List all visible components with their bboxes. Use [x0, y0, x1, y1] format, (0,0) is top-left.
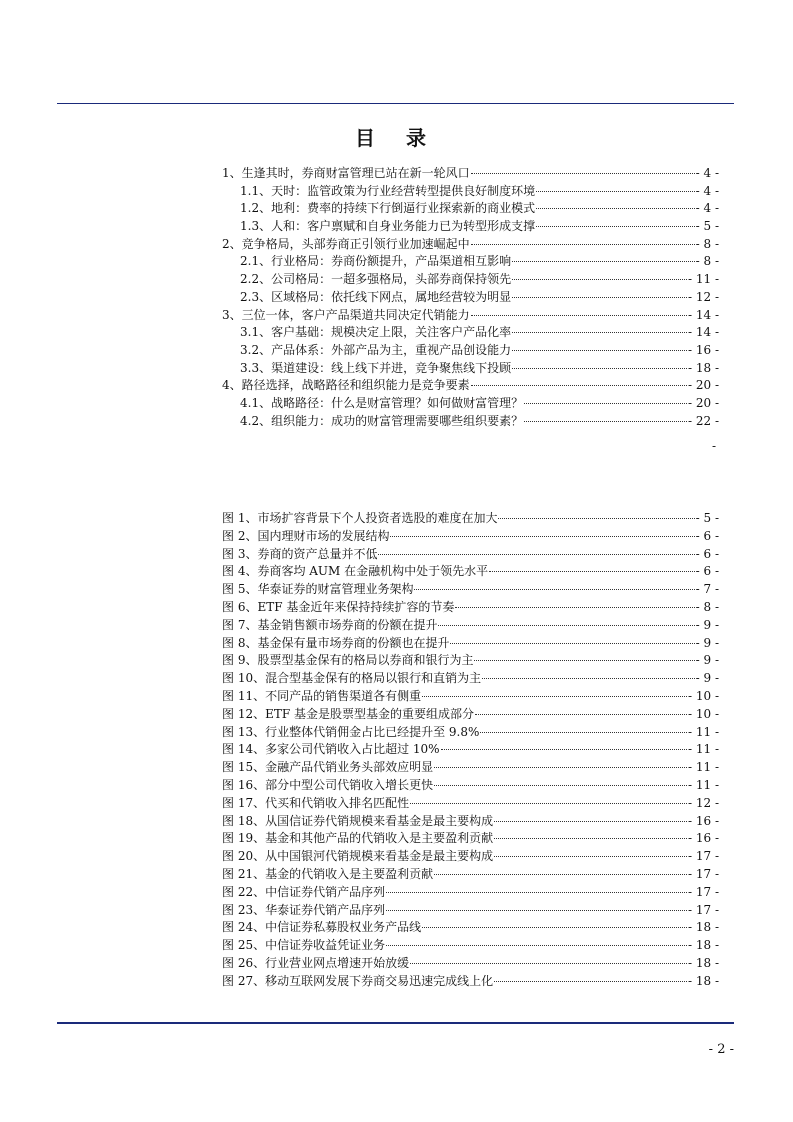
entry-page: - 9 -	[695, 671, 719, 686]
figure-entry[interactable]	[222, 970, 719, 988]
entry-title: 图 11、不同产品的销售渠道各有侧重	[222, 688, 422, 703]
entry-page: - 18 -	[687, 955, 719, 970]
dot-leader	[512, 318, 687, 333]
entry-page: - 11 -	[687, 724, 719, 739]
entry-page: - 12 -	[687, 289, 719, 304]
entry-page: - 6 -	[695, 546, 719, 561]
entry-page: - 18 -	[687, 920, 719, 935]
entry-title: 2、竞争格局，头部券商正引领行业加速崛起中	[222, 236, 470, 251]
dot-leader	[410, 949, 687, 964]
dot-leader	[386, 931, 687, 946]
entry-title: 1.1、天时：监管政策为行业经营转型提供良好制度环境	[240, 183, 536, 198]
header-rule	[57, 103, 734, 104]
dot-leader	[471, 159, 695, 174]
entry-page: - 4 -	[695, 166, 719, 180]
dot-leader	[512, 247, 695, 262]
toc-entry[interactable]	[222, 410, 719, 428]
dot-leader	[471, 230, 695, 245]
entry-page: - 14 -	[687, 325, 719, 340]
entry-title: 2.2、公司格局：一超多强格局，头部券商保持领先	[240, 272, 512, 287]
dot-leader	[494, 807, 687, 822]
entry-page: - 5 -	[695, 511, 719, 525]
entry-page: - 9 -	[695, 653, 719, 668]
dot-leader	[524, 389, 687, 404]
entry-page: - 18 -	[687, 938, 719, 953]
entry-page: - 22 -	[687, 413, 719, 428]
entry-title: 图 10、混合型基金保有的格局以银行和直销为主	[222, 671, 482, 686]
entry-title: 图 9、股票型基金保有的格局以券商和银行为主	[222, 653, 474, 668]
entry-title: 3.1、客户基础：规模决定上限，关注客户产品化率	[240, 325, 512, 340]
entry-page: - 20 -	[687, 395, 719, 410]
dot-leader	[414, 575, 694, 590]
entry-page: - 11 -	[687, 272, 719, 287]
entry-title: 2.3、区域格局：依托线下网点，属地经营较为明显	[240, 289, 512, 304]
entry-title: 图 5、华泰证券的财富管理业务架构	[222, 582, 414, 597]
entry-title: 1.3、人和：客户禀赋和自身业务能力已为转型形成支撑	[240, 219, 536, 234]
dot-leader	[512, 265, 687, 280]
dot-leader	[455, 593, 694, 608]
entry-page: - 9 -	[695, 635, 719, 650]
dot-leader	[471, 301, 687, 316]
dot-leader	[386, 896, 687, 911]
entry-page: - 10 -	[687, 688, 719, 703]
dot-leader	[386, 878, 687, 893]
entry-title: 图 14、多家公司代销收入占比超过 10%	[222, 742, 440, 757]
entry-title: 图 4、券商客均 AUM 在金融机构中处于领先水平	[222, 564, 489, 579]
entry-title: 图 8、基金保有量市场券商的份额也在提升	[222, 635, 450, 650]
dot-leader	[512, 354, 687, 369]
dot-leader	[438, 611, 694, 626]
entry-title: 4、路径选择，战略路径和组织能力是竞争要素	[222, 378, 470, 393]
entry-page: - 18 -	[687, 973, 719, 988]
dot-leader	[494, 967, 687, 982]
entry-page: - 4 -	[695, 201, 719, 216]
entry-title: 图 13、行业整体代销佣金占比已经提升至 9.8%	[222, 724, 480, 739]
entry-title: 图 7、基金销售额市场券商的份额在提升	[222, 617, 438, 632]
page-number: - 2 -	[708, 1042, 734, 1057]
entry-page: - 7 -	[695, 582, 719, 597]
entry-title: 图 1、市场扩容背景下个人投资者选股的难度在加大	[222, 511, 498, 525]
entry-page: - 5 -	[695, 219, 719, 234]
dot-leader	[434, 860, 687, 875]
entry-title: 图 12、ETF 基金是股票型基金的重要组成部分	[222, 706, 474, 721]
dot-leader	[475, 700, 687, 715]
entry-page: - 8 -	[695, 236, 719, 251]
entry-page: - 17 -	[687, 902, 719, 917]
dot-leader	[498, 504, 694, 519]
entry-page: - 20 -	[687, 378, 719, 393]
dot-leader	[536, 177, 695, 192]
entry-page: - 12 -	[687, 795, 719, 810]
entry-page: - 9 -	[695, 617, 719, 632]
entry-page: - 17 -	[687, 884, 719, 899]
dot-leader	[410, 789, 687, 804]
entry-page: - 16 -	[687, 831, 719, 846]
dot-leader	[536, 194, 695, 209]
dot-leader	[450, 629, 694, 644]
dot-leader	[434, 753, 687, 768]
entry-title: 图 16、部分中型公司代销收入增长更快	[222, 777, 434, 792]
dot-leader	[512, 336, 687, 351]
entry-page: - 18 -	[687, 360, 719, 375]
table-of-contents	[222, 162, 719, 427]
dot-leader	[474, 646, 694, 661]
entry-page: - 16 -	[687, 813, 719, 828]
entry-title: 图 21、基金的代销收入是主要盈利贡献	[222, 866, 434, 881]
entry-title: 1.2、地利：费率的持续下行倒逼行业探索新的商业模式	[240, 201, 536, 216]
entry-title: 图 22、中信证券代销产品序列	[222, 884, 386, 899]
entry-title: 图 25、中信证券收益凭证业务	[222, 938, 386, 953]
entry-title: 4.2、组织能力：成功的财富管理需要哪些组织要素？	[240, 413, 524, 428]
entry-title: 图 19、基金和其他产品的代销收入是主要盈利贡献	[222, 831, 494, 846]
entry-title: 图 18、从国信证券代销规模来看基金是最主要构成	[222, 813, 494, 828]
list-of-figures	[222, 507, 719, 988]
dot-leader	[471, 371, 687, 386]
entry-page: - 8 -	[695, 599, 719, 614]
page-dash: -	[712, 439, 717, 453]
entry-page: - 17 -	[687, 866, 719, 881]
entry-title: 图 3、券商的资产总量并不低	[222, 546, 378, 561]
entry-page: - 10 -	[687, 706, 719, 721]
dot-leader	[524, 407, 687, 422]
entry-title: 3、三位一体，客户产品渠道共同决定代销能力	[222, 307, 470, 322]
dot-leader	[536, 212, 695, 227]
dot-leader	[441, 735, 687, 750]
entry-page: - 17 -	[687, 849, 719, 864]
dot-leader	[390, 522, 694, 537]
entry-page: - 8 -	[695, 254, 719, 269]
entry-title: 图 17、代买和代销收入排名匹配性	[222, 795, 410, 810]
entry-title: 图 2、国内理财市场的发展结构	[222, 528, 390, 543]
dot-leader	[480, 718, 687, 733]
entry-title: 3.3、渠道建设：线上线下并进，竞争聚焦线下投顾	[240, 360, 512, 375]
entry-title: 2.1、行业格局：券商份额提升，产品渠道相互影响	[240, 254, 512, 269]
toc-title: 目 录	[355, 126, 438, 150]
dot-leader	[489, 557, 694, 572]
dot-leader	[422, 913, 687, 928]
entry-page: - 11 -	[687, 760, 719, 775]
dot-leader	[434, 771, 687, 786]
entry-title: 3.2、产品体系：外部产品为主，重视产品创设能力	[240, 342, 512, 357]
dot-leader	[494, 842, 687, 857]
entry-page: - 11 -	[687, 742, 719, 757]
dot-leader	[378, 540, 694, 555]
dot-leader	[482, 664, 695, 679]
entry-title: 图 26、行业营业网点增速开始放缓	[222, 955, 410, 970]
entry-title: 4.1、战略路径：什么是财富管理？如何做财富管理？	[240, 395, 524, 410]
entry-title: 图 15、金融产品代销业务头部效应明显	[222, 760, 434, 775]
entry-page: - 6 -	[695, 528, 719, 543]
entry-title: 图 23、华泰证券代销产品序列	[222, 902, 386, 917]
entry-page: - 4 -	[695, 183, 719, 198]
entry-title: 图 24、中信证券私募股权业务产品线	[222, 920, 422, 935]
entry-title: 1、生逢其时，券商财富管理已站在新一轮风口	[222, 166, 470, 180]
entry-title: 图 6、ETF 基金近年来保持持续扩容的节奏	[222, 599, 455, 614]
entry-page: - 11 -	[687, 777, 719, 792]
entry-title: 图 20、从中国银河代销规模来看基金是最主要构成	[222, 849, 494, 864]
dot-leader	[494, 824, 687, 839]
dot-leader	[422, 682, 687, 697]
footer-rule	[57, 1022, 734, 1024]
dot-leader	[512, 283, 687, 298]
entry-page: - 16 -	[687, 342, 719, 357]
entry-page: - 14 -	[687, 307, 719, 322]
entry-page: - 6 -	[695, 564, 719, 579]
entry-title: 图 27、移动互联网发展下券商交易迅速完成线上化	[222, 973, 494, 988]
